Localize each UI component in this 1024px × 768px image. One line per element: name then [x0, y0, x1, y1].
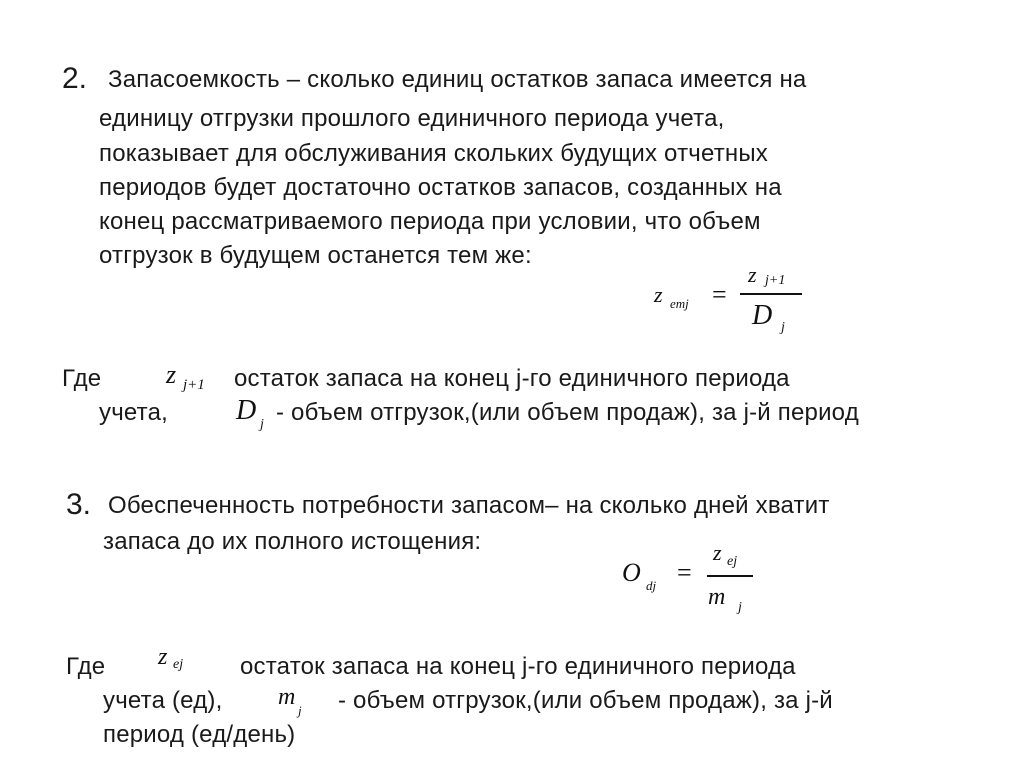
item-3-line-2: запаса до их полного истощения: [103, 528, 482, 555]
item-2-line-4: периодов будет достаточно остатков запасов, созданных на [99, 174, 782, 201]
formula-2-numerator-sub: j+1 [765, 273, 786, 288]
formula-2-denominator-sub: j [781, 320, 785, 335]
formula-3-numerator: z [713, 540, 722, 565]
item-2-number: 2. [62, 62, 88, 95]
formula-3-lhs-sub: dj [646, 578, 657, 593]
where-3-text-1: остаток запаса на конец j-го единичного периода [240, 653, 796, 680]
item-3-line-1: Обеспеченность потребности запасом– на сколько дней хватит [108, 492, 830, 519]
item-2-line-1: Запасоемкость – сколько единиц остатков запаса имеется на [108, 66, 807, 93]
formula-3-lhs: O [622, 558, 641, 587]
where-2-symbol-2: D [236, 395, 257, 426]
where-3-symbol-2: m [278, 684, 296, 710]
where-3-symbol-1: z [158, 644, 168, 670]
where-3-symbol-2-sub: j [298, 703, 302, 718]
item-2-line-6: отгрузок в будущем останется тем же: [99, 242, 532, 269]
item-2-line-2: единицу отгрузки прошлого единичного периода учета, [99, 105, 725, 132]
formula-3-equals: = [677, 558, 692, 587]
where-3-text-4: период (ед/день) [103, 721, 296, 748]
where-2-symbol-2-sub: j [260, 417, 264, 432]
item-3-number: 3. [66, 488, 92, 521]
formula-2-numerator: z [748, 262, 757, 287]
formula-3-fraction-bar [707, 575, 753, 577]
formula-3-denominator: m [708, 584, 726, 610]
formula-2-lhs: z [654, 282, 663, 307]
item-2-line-3: показывает для обслуживания скольких будущих отчетных [99, 140, 769, 167]
where-3-label: Где [66, 653, 106, 680]
where-2-text-1: остаток запаса на конец j-го единичного периода [234, 365, 790, 392]
formula-3-numerator-sub: ej [727, 554, 738, 569]
where-2-label: Где [62, 365, 102, 392]
where-3-symbol-1-sub: ej [173, 657, 184, 672]
where-2-text-2: учета, [99, 399, 168, 426]
where-2-symbol-1: z [166, 360, 177, 389]
formula-2-lhs-sub: emj [670, 296, 689, 311]
formula-2-denominator: D [752, 300, 773, 331]
where-2-symbol-1-sub: j+1 [183, 377, 205, 393]
formula-3-denominator-sub: j [738, 600, 742, 615]
where-3-text-3: - объем отгрузок,(или объем продаж), за j-й [338, 687, 833, 714]
formula-2-equals: = [712, 280, 727, 309]
formula-2-fraction-bar [740, 293, 802, 295]
where-3-text-2: учета (ед), [103, 687, 223, 714]
item-2-line-5: конец рассматриваемого периода при условии, что объем [99, 208, 761, 235]
where-2-text-3: - объем отгрузок,(или объем продаж), за j-й период [276, 399, 859, 426]
